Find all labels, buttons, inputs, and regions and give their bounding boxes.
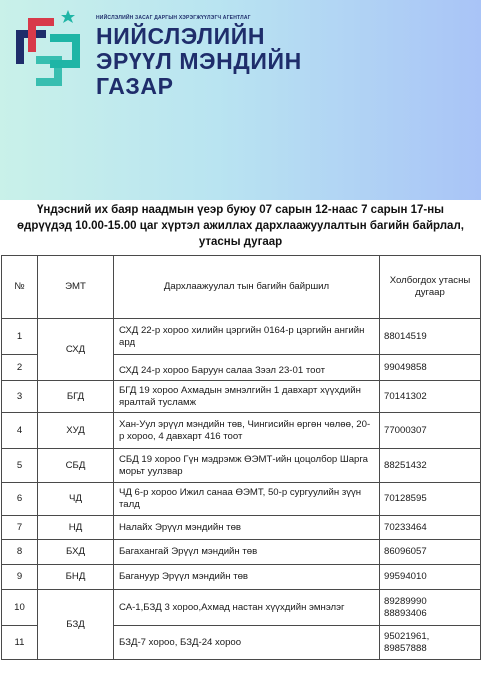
row-num: 4 [2,413,38,449]
phone-primary: 95021961, [384,630,430,642]
row-location: СБД 19 хороо Гүн мэдрэмж ӨЭМТ-ийн цоцолбор Шарга морьт уулзвар [114,449,380,483]
row-num: 2 [2,355,38,381]
title-line1: Үндэсний их баяр наадмын үеэр буюу 07 сарын 12-наас 7 сарын 17-ны [37,204,444,216]
schedule-table [1,255,481,660]
table-row [2,483,481,516]
row-location: СХД 24-р хороо Баруун салаа Зээл 23-01 тоот [114,355,380,381]
org-name-line1: НИЙСЛЭЛИЙН [96,23,266,49]
title-line2: өдрүүдэд 10.00-15.00 цаг хүртэл ажиллах дархлаажуулалтын багийн байрлал, [17,220,464,232]
row-num: 10 [2,590,38,626]
row-location: Багахангай Эрүүл мэндийн төв [114,540,380,565]
row-phone: 99594010 [380,565,481,590]
row-phone [380,590,481,626]
row-location: Багануур Эрүүл мэндийн төв [114,565,380,590]
row-location: СХД 22-р хороо хилийн цэргийн 0164-р цэргийн ангийн ард [114,319,380,355]
table-row [2,516,481,540]
row-num: 7 [2,516,38,540]
table-header-row [2,256,481,319]
row-emt: НД [38,516,114,540]
table-row [2,381,481,413]
row-emt: СХД [38,319,114,381]
row-location: БГД 19 хороо Ахмадын эмнэлгийн 1 давхарт хүүхдийн яралтай тусламж [114,381,380,413]
org-name-line3: ГАЗАР [96,73,174,99]
table-row [2,413,481,449]
row-emt: ХУД [38,413,114,449]
row-location: Налайх Эрүүл мэндийн төв [114,516,380,540]
org-name-line2: ЭРҮҮЛ МЭНДИЙН [96,48,302,74]
header-location: Дархлаажуулал тын багийн байршил [114,256,380,319]
header-emt: ЭМТ [38,256,114,319]
table-row [2,540,481,565]
row-num: 5 [2,449,38,483]
row-phone: 86096057 [380,540,481,565]
row-phone: 70141302 [380,381,481,413]
row-num: 8 [2,540,38,565]
row-phone: 88251432 [380,449,481,483]
phone-secondary: 89857888 [384,642,427,654]
table-row [2,319,481,355]
org-subtitle: НИЙСЛЭЛИЙН ЗАСАГ ДАРГЫН ХЭРЭГЖҮҮЛЭГЧ АГЕНТЛАГ [96,15,251,21]
row-num: 6 [2,483,38,516]
header-phone: Холбогдох утасны дугаар [380,256,481,319]
row-emt: ЧД [38,483,114,516]
row-phone: 99049858 [380,355,481,381]
row-location: БЗД-7 хороо, БЗД-24 хороо [114,626,380,660]
row-num: 1 [2,319,38,355]
header-num: № [2,256,38,319]
row-emt: БГД [38,381,114,413]
row-phone: 70128595 [380,483,481,516]
table-row [2,565,481,590]
document-title [0,202,481,250]
row-num: 11 [2,626,38,660]
row-phone [380,626,481,660]
row-phone: 88014519 [380,319,481,355]
ministry-logo-icon [6,8,90,92]
phone-secondary: 88893406 [384,607,427,619]
row-phone: 77000307 [380,413,481,449]
row-location: СА-1,БЗД 3 хороо,Ахмад настан хүүхдийн эмнэлэг [114,590,380,626]
row-num: 3 [2,381,38,413]
row-emt: БЗД [38,590,114,660]
row-emt: БХД [38,540,114,565]
table-row [2,449,481,483]
row-phone: 70233464 [380,516,481,540]
row-location: Хан-Уул эрүүл мэндийн төв, Чингисийн өргөн чөлөө, 20-р хороо, 4 давхарт 416 тоот [114,413,380,449]
title-line3: утасны дугаар [198,236,283,248]
row-location: ЧД 6-р хороо Ижил санаа ӨЭМТ, 50-р сургуулийн зүүн талд [114,483,380,516]
header-banner [0,0,481,200]
phone-primary: 89289990 [384,595,427,607]
table-row [2,590,481,626]
row-emt: БНД [38,565,114,590]
row-num: 9 [2,565,38,590]
row-emt: СБД [38,449,114,483]
